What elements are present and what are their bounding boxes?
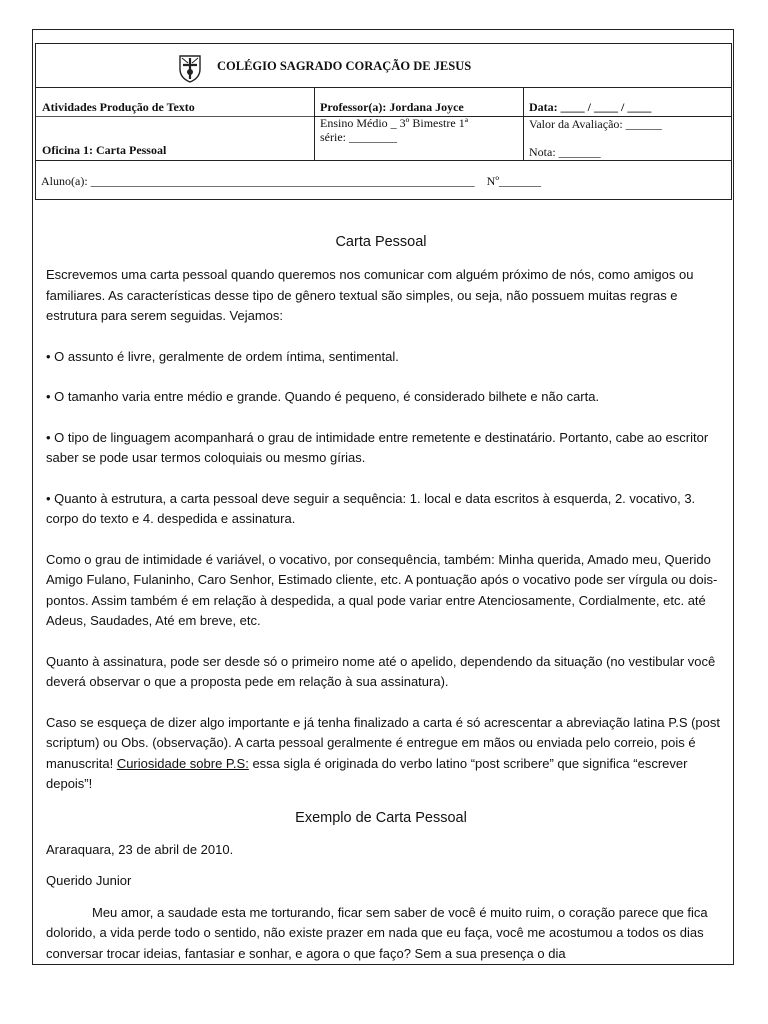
- bullet-2: • O tamanho varia entre médio e grande. Quando é pequeno, é considerado bilhete e não carta.: [46, 389, 600, 404]
- article-title: Carta Pessoal: [335, 234, 427, 250]
- school-row: [36, 44, 731, 87]
- number-field: Nº_______: [486, 174, 542, 188]
- header-vline-2: [523, 87, 524, 160]
- letter-body: Meu amor, a saudade esta me torturando, ficar sem saber de você é muito ruim, o coração parece que fica dolorido, a vida perde todo o sentido, não existe prazer em nada que eu faça, você me acostumou a todos os dias conversar trocar ideias, fantasiar e sonhar, e agora o que faço? Sem a sua presença o dia: [46, 904, 708, 961]
- example-title: Exemplo de Carta Pessoal: [295, 809, 467, 826]
- letter-place-date: Araraquara, 23 de abril de 2010.: [46, 841, 234, 857]
- school-crest-icon: [178, 53, 202, 83]
- signature-paragraph: Quanto à assinatura, pode ser desde só o primeiro nome até o apelido, dependendo da situação (no vestibular você deverá observar o que a proposta pede em relação à sua assinatura).: [46, 653, 716, 689]
- date-field: Data: ____ / ____ / ____: [529, 100, 652, 114]
- header-divider-2: [36, 160, 731, 161]
- student-field: Aluno(a): ________________________________________________________________: [41, 174, 475, 188]
- letter-greeting: Querido Junior: [46, 873, 132, 888]
- bullet-1: • O assunto é livre, geralmente de ordem íntima, sentimental.: [46, 348, 399, 364]
- workshop-label: Oficina 1: Carta Pessoal: [42, 143, 167, 157]
- ps-paragraph: [46, 713, 726, 795]
- activity-label: Atividades Produção de Texto: [42, 100, 195, 114]
- level-line-1: Ensino Médio _ 3º Bimestre 1ª: [320, 116, 469, 130]
- level-line-2: série: ________: [320, 130, 397, 144]
- vocative-paragraph: Como o grau de intimidade é variável, o vocativo, por consequência, também: Minha querida, Amado meu, Querido Amigo Fulano, Fulaninho, Caro Senhor, Estimado cliente, etc. A pontuação após o vocativo pode ser vírgula ou dois-pontos. Assim também é em relação à despedida, a qual pode variar entre Atenciosamente, Cordialmente, etc. até Adeus, Saudades, Até em breve, etc.: [46, 551, 718, 628]
- header-divider-1: [36, 87, 731, 88]
- intro-paragraph: Escrevemos uma carta pessoal quando queremos nos comunicar com alguém próximo de nós, como amigos ou familiares. As características desse tipo de gênero textual são simples, ou seja, não possuem muitas regras e estrutura para serem seguidas. Vejamos:: [46, 267, 694, 323]
- ps-text-before: Caso se esqueça de dizer algo importante e já tenha finalizado a carta é só acrescentar a abreviação latina P.S (post scriptum) ou Obs. (observação). A carta pessoal geralmente é entregue em mãos ou enviada pelo correio, pois é manuscrita!: [46, 714, 721, 771]
- ps-text-after: essa sigla é originada do verbo latino “post scribere” que significa “escrever depois”!: [46, 755, 688, 791]
- grade-field: Nota: _______: [529, 145, 601, 159]
- professor-label: Professor(a): Jordana Joyce: [320, 100, 464, 114]
- ps-curiosity-label: Curiosidade sobre P.S:: [116, 755, 249, 771]
- student-row: [41, 174, 541, 189]
- document-body: [46, 232, 726, 964]
- value-field: Valor da Avaliação: ______: [529, 117, 662, 131]
- bullet-3: • O tipo de linguagem acompanhará o grau de intimidade entre remetente e destinatário. Portanto, cabe ao escritor saber se pode usar termos coloquiais ou mesmo gírias.: [46, 429, 709, 465]
- school-name: COLÉGIO SAGRADO CORAÇÃO DE JESUS: [217, 59, 472, 73]
- header-table: [35, 43, 732, 200]
- header-divider-4: [36, 116, 314, 117]
- bullet-4: • Quanto à estrutura, a carta pessoal deve seguir a sequência: 1. local e data escritos à esquerda, 2. vocativo, 3. corpo do texto e 4. despedida e assinatura.: [46, 490, 696, 526]
- header-vline-1: [314, 87, 315, 160]
